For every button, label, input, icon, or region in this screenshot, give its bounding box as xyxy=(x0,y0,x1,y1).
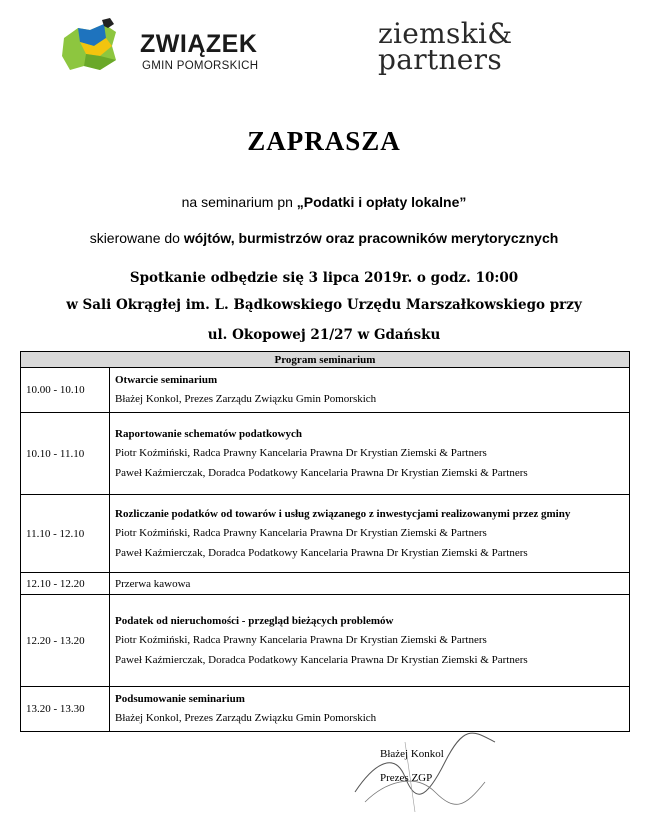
topic: Podsumowanie seminarium xyxy=(115,693,245,705)
topic: Otwarcie seminarium xyxy=(115,374,218,386)
topic: Rozliczanie podatków od towarów i usług związanego z inwestycjami realizowanymi przez gminy xyxy=(115,507,571,520)
table-row xyxy=(21,368,630,413)
zgp-logo xyxy=(60,14,270,78)
meeting-address: ul. Okopowej 21/27 w Gdańsku xyxy=(207,327,441,343)
meeting-venue: w Sali Okrągłej im. L. Bądkowskiego Urzędu Marszałkowskiego przy xyxy=(66,297,582,313)
logo-text-sub: GMIN POMORSKICH xyxy=(142,60,259,72)
speaker: Paweł Kaźmierczak, Doradca Podatkowy Kancelaria Prawna Dr Krystian Ziemski & Partners xyxy=(115,466,528,479)
handwritten-signature-icon xyxy=(345,722,505,816)
intro-line-2 xyxy=(0,230,648,246)
desc-cell: Przerwa kawowa xyxy=(110,573,630,595)
time-cell: 12.20 - 13.20 xyxy=(21,595,110,687)
speaker: Piotr Koźmiński, Radca Prawny Kancelaria Prawna Dr Krystian Ziemski & Partners xyxy=(115,526,487,539)
table-row xyxy=(21,595,630,687)
time-cell: 10.00 - 10.10 xyxy=(21,368,110,413)
desc-cell xyxy=(110,495,630,573)
time-cell: 11.10 - 12.10 xyxy=(21,495,110,573)
speaker: Błażej Konkol, Prezes Zarządu Związku Gmin Pomorskich xyxy=(115,712,377,724)
table-row xyxy=(21,495,630,573)
speaker: Paweł Kaźmierczak, Doradca Podatkowy Kancelaria Prawna Dr Krystian Ziemski & Partners xyxy=(115,653,528,666)
signatory-name: Błażej Konkol xyxy=(380,748,444,760)
ziemski-partners-logo xyxy=(378,17,578,76)
time-cell: 13.20 - 13.30 xyxy=(21,687,110,732)
intro-prefix: na seminarium pn xyxy=(181,194,297,210)
pomerania-map-icon xyxy=(60,16,120,76)
program-table xyxy=(20,351,630,732)
table-row xyxy=(21,687,630,732)
speaker: Piotr Koźmiński, Radca Prawny Kancelaria Prawna Dr Krystian Ziemski & Partners xyxy=(115,633,487,646)
logo-text-main: ZWIĄZEK xyxy=(140,30,258,58)
program-header-row xyxy=(21,352,630,368)
page-title: ZAPRASZA xyxy=(247,126,401,156)
topic: Podatek od nieruchomości - przegląd bieżących problemów xyxy=(115,614,394,627)
speaker: Piotr Koźmiński, Radca Prawny Kancelaria Prawna Dr Krystian Ziemski & Partners xyxy=(115,446,487,459)
desc-cell xyxy=(110,595,630,687)
table-row xyxy=(21,573,630,595)
audience-prefix: skierowane do xyxy=(89,230,184,246)
logo-text-partners: partners xyxy=(378,43,503,76)
intro-line-1 xyxy=(0,194,648,210)
table-row xyxy=(21,413,630,495)
time-cell: 12.10 - 12.20 xyxy=(21,573,110,595)
time-cell: 10.10 - 11.10 xyxy=(21,413,110,495)
desc-cell xyxy=(110,413,630,495)
speaker: Błażej Konkol, Prezes Zarządu Związku Gmin Pomorskich xyxy=(115,393,377,405)
logo-text-ziemski: ziemski& xyxy=(378,17,513,50)
signatory-role: Prezes ZGP xyxy=(380,772,433,784)
seminar-title: „Podatki i opłaty lokalne” xyxy=(296,194,467,210)
audience: wójtów, burmistrzów oraz pracowników merytorycznych xyxy=(183,230,559,246)
meeting-date: Spotkanie odbędzie się 3 lipca 2019r. o godz. 10:00 xyxy=(129,270,519,286)
topic: Raportowanie schematów podatkowych xyxy=(115,427,302,440)
desc-cell xyxy=(110,368,630,413)
speaker: Paweł Kaźmierczak, Doradca Podatkowy Kancelaria Prawna Dr Krystian Ziemski & Partners xyxy=(115,546,528,559)
program-header: Program seminarium xyxy=(21,352,630,368)
